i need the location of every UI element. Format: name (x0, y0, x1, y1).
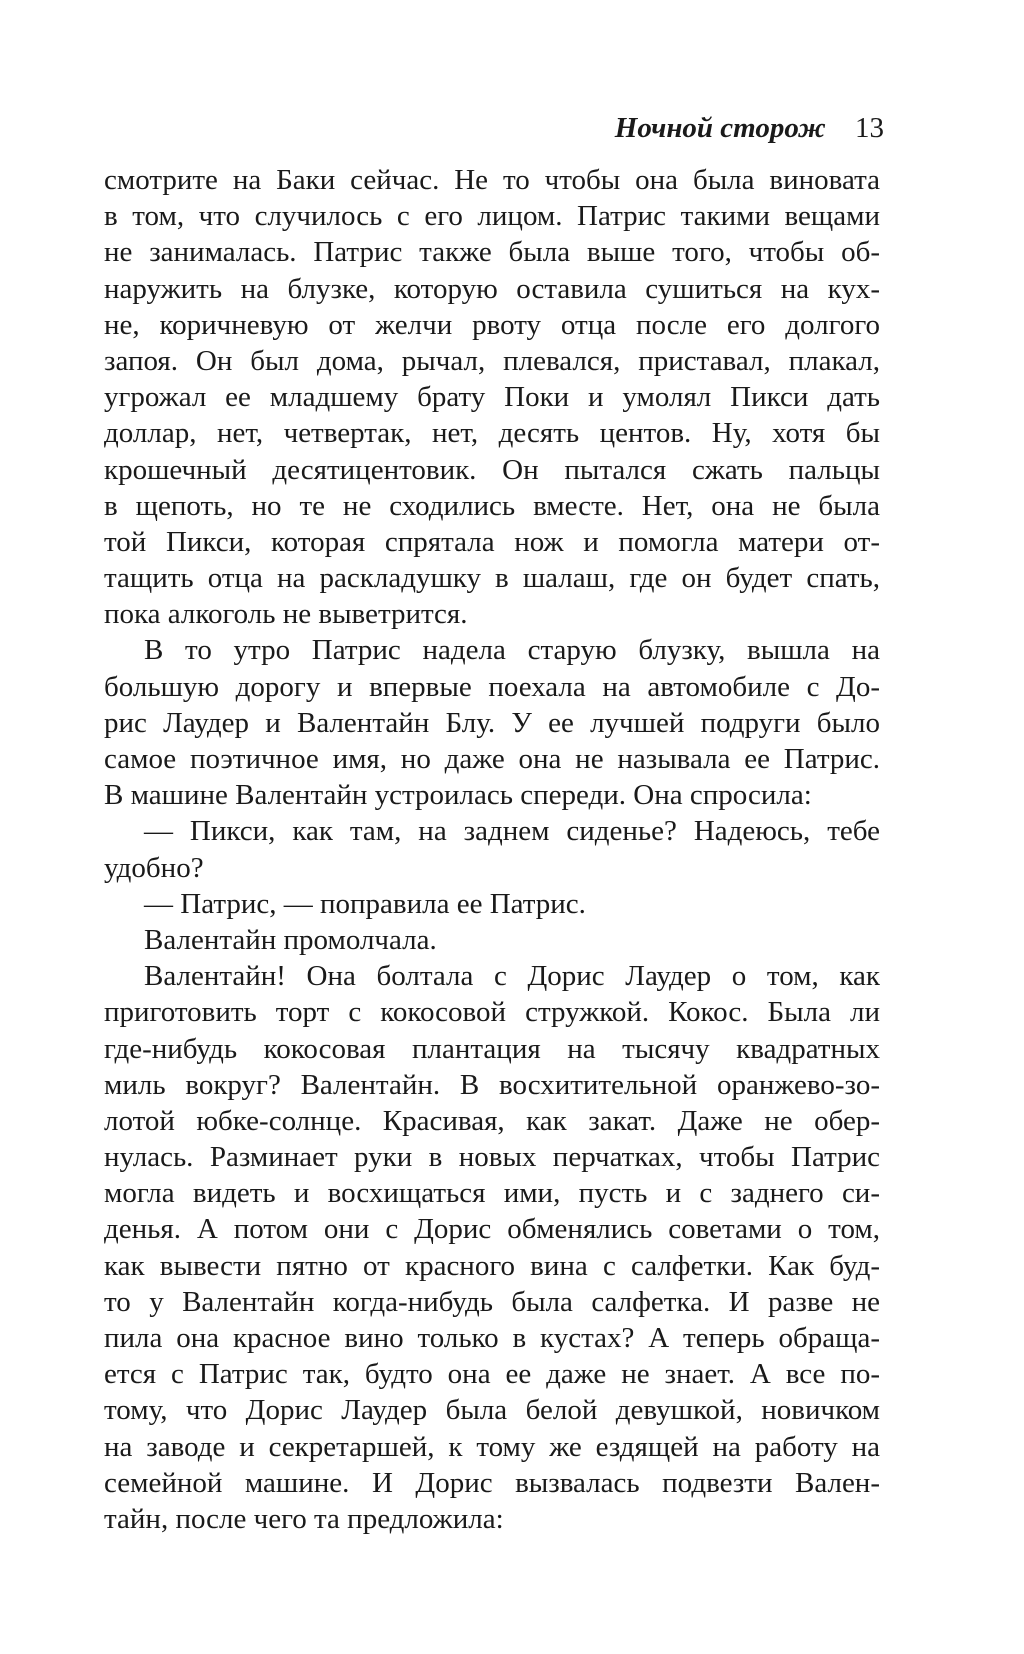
text-line: запоя. Он был дома, рычал, плевался, приставал, плакал, (104, 344, 880, 377)
text-line: пила она красное вино только в кустах? А теперь обраща- (104, 1322, 880, 1354)
text-line: большую дорогу и впервые поехала на автомобиле с До- (104, 670, 880, 703)
text-line: Валентайн! Она болтала с Дорис Лаудер о том, как (144, 960, 880, 993)
text-line: удобно? (104, 851, 204, 884)
text-line: той Пикси, которая спрятала нож и помогла матери от- (104, 525, 880, 558)
text-line: как вывести пятно от красного вина с салфетки. Как буд- (104, 1249, 880, 1282)
text-line: семейной машине. И Дорис вызвалась подвезти Вален- (104, 1466, 880, 1499)
running-header (615, 108, 884, 148)
text-line: доллар, нет, четвертак, нет, десять центов. Ну, хотя бы (104, 417, 880, 450)
text-line: не, коричневую от желчи рвоту отца после его долгого (104, 308, 880, 341)
text-line: миль вокруг? Валентайн. В восхитительной оранжево-зо- (104, 1068, 880, 1101)
text-line: на заводе и секретаршей, к тому же ездящей на работу на (104, 1430, 880, 1463)
body-text (104, 162, 880, 1537)
text-line: Валентайн промолчала. (144, 923, 437, 956)
text-line: — Пикси, как там, на заднем сиденье? Надеюсь, тебе (144, 815, 880, 848)
text-line: не занималась. Патрис также была выше того, чтобы об- (104, 236, 880, 269)
text-line: тому, что Дорис Лаудер была белой девушкой, новичком (104, 1394, 880, 1427)
text-line: смотрите на Баки сейчас. Не то чтобы она была виновата (104, 164, 880, 196)
text-line: угрожал ее младшему брату Поки и умолял Пикси дать (104, 381, 880, 414)
text-line: лотой юбке-солнце. Красивая, как закат. Даже не обер- (104, 1104, 880, 1137)
text-line: тащить отца на раскладушку в шалаш, где он будет спать, (104, 562, 880, 595)
text-line: в щепоть, но те не сходились вместе. Нет, она не была (104, 489, 880, 522)
text-line: крошечный десятицентовик. Он пытался сжать пальцы (104, 453, 880, 486)
text-line: В машине Валентайн устроилась спереди. Она спросила: (104, 779, 812, 812)
text-line: пока алкоголь не выветрится. (104, 598, 468, 631)
text-line: ется с Патрис так, будто она ее даже не знает. А все по- (104, 1358, 880, 1391)
text-line: могла видеть и восхищаться ими, пусть и с заднего си- (104, 1177, 880, 1210)
text-line: приготовить торт с кокосовой стружкой. Кокос. Была ли (104, 996, 880, 1029)
text-line: нулась. Разминает руки в новых перчатках, чтобы Патрис (104, 1141, 880, 1174)
running-title: Ночной сторож (614, 112, 826, 144)
page-number: 13 (855, 112, 884, 144)
text-line: В то утро Патрис надела старую блузку, вышла на (144, 634, 880, 667)
text-line: — Патрис, — поправила ее Патрис. (144, 887, 586, 920)
text-line: то у Валентайн когда-нибудь была салфетка. И разве не (104, 1285, 880, 1318)
text-line: наружить на блузке, которую оставила сушиться на кух- (104, 272, 880, 305)
text-line: тайн, после чего та предложила: (104, 1502, 504, 1535)
text-line: самое поэтичное имя, но даже она не называла ее Патрис. (104, 743, 880, 775)
text-line: рис Лаудер и Валентайн Блу. У ее лучшей подруги было (104, 706, 880, 739)
text-line: в том, что случилось с его лицом. Патрис такими вещами (104, 200, 880, 233)
text-line: где-нибудь кокосовая плантация на тысячу квадратных (104, 1032, 880, 1065)
text-line: денья. А потом они с Дорис обменялись советами о том, (104, 1213, 880, 1246)
